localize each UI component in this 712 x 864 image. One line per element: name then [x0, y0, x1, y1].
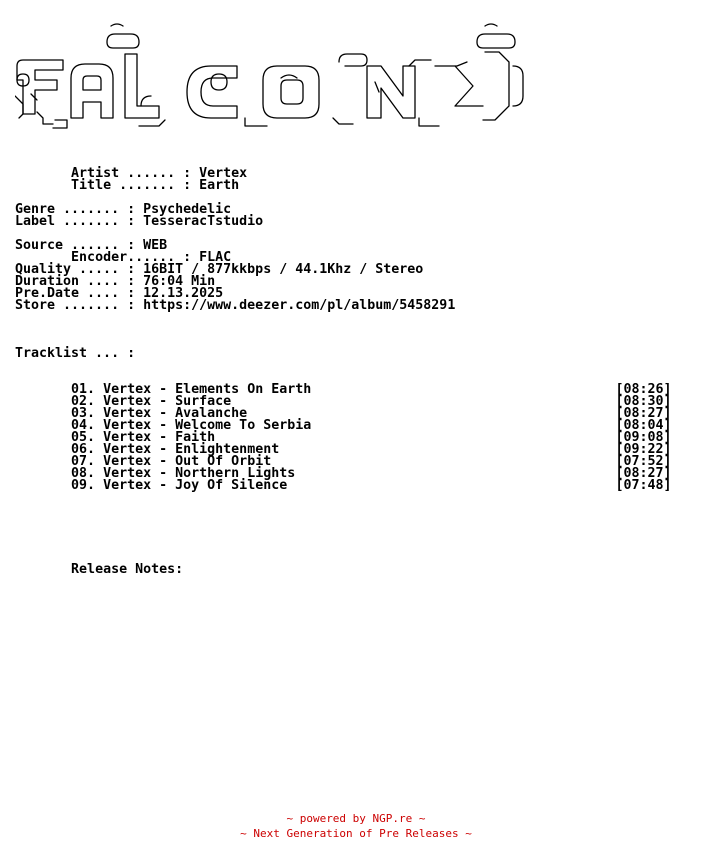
track-duration: [07:48]	[615, 478, 672, 493]
duration-key: Duration ....	[15, 274, 120, 289]
falcon-logo-icon	[15, 22, 545, 130]
title-value: Earth	[199, 178, 240, 193]
track-duration: [07:52]	[615, 454, 672, 469]
falcon-ascii-art-logo	[15, 22, 545, 130]
artist-key: Artist ......	[71, 166, 176, 181]
track-duration: [08:26]	[615, 382, 672, 397]
track-number: 06.	[71, 442, 96, 457]
track-number: 03.	[71, 406, 96, 421]
track-duration: [09:08]	[615, 430, 672, 445]
predate-row: Pre.Date .... : 12.13.2025	[15, 286, 224, 301]
track-duration: [08:27]	[615, 466, 672, 481]
track-number: 04.	[71, 418, 96, 433]
store-row: Store ....... : https://www.deezer.com/pl/album/5458291	[15, 298, 456, 313]
track-number: 08.	[71, 466, 96, 481]
encoder-key: Encoder......	[71, 250, 176, 265]
track-row	[15, 480, 672, 492]
track-number: 07.	[71, 454, 96, 469]
track-name: Vertex - Avalanche	[103, 406, 248, 421]
release-notes-row	[15, 564, 672, 576]
track-number: 09.	[71, 478, 96, 493]
tracklist-heading-row	[15, 348, 672, 360]
track-name: Vertex - Northern Lights	[103, 466, 296, 481]
predate-value: 12.13.2025	[143, 286, 224, 301]
track-name: Vertex - Welcome To Serbia	[103, 418, 312, 433]
track-name: Vertex - Out Of Orbit	[103, 454, 272, 469]
footer-powered-by[interactable]: ~ powered by NGP.re ~	[286, 812, 426, 825]
source-row: Source ...... : WEB	[15, 238, 168, 253]
tracklist-heading: Tracklist ... :	[15, 346, 136, 361]
genre-key: Genre .......	[15, 202, 120, 217]
track-number: 01.	[71, 382, 96, 397]
store-link[interactable]: https://www.deezer.com/pl/album/5458291	[143, 298, 456, 313]
nfo-body	[15, 168, 672, 576]
track-duration: [08:04]	[615, 418, 672, 433]
artist-row: Artist ...... : Vertex	[71, 166, 248, 181]
track-name: Vertex - Faith	[103, 430, 216, 445]
genre-value: Psychedelic	[143, 202, 232, 217]
track-duration: [08:30]	[615, 394, 672, 409]
footer-tagline: ~ Next Generation of Pre Releases ~	[240, 827, 472, 840]
track-duration: [08:27]	[615, 406, 672, 421]
label-key: Label .......	[15, 214, 120, 229]
title-key: Title .......	[71, 178, 176, 193]
source-value: WEB	[143, 238, 168, 253]
quality-row: Quality ..... : 16BIT / 877kkbps / 44.1Khz / Stereo	[15, 262, 424, 277]
genre-row: Genre ....... : Psychedelic	[15, 202, 232, 217]
source-key: Source ......	[15, 238, 120, 253]
track-number: 05.	[71, 430, 96, 445]
title-row: Title ....... : Earth	[71, 178, 240, 193]
duration-row: Duration .... : 76:04 Min	[15, 274, 216, 289]
duration-value: 76:04 Min	[143, 274, 216, 289]
predate-key: Pre.Date ....	[15, 286, 120, 301]
quality-key: Quality .....	[15, 262, 120, 277]
quality-value: 16BIT / 877kkbps / 44.1Khz / Stereo	[143, 262, 424, 277]
label-value: TesseracTstudio	[143, 214, 264, 229]
track-duration: [09:22]	[615, 442, 672, 457]
encoder-value: FLAC	[199, 250, 232, 265]
track-name: Vertex - Surface	[103, 394, 232, 409]
release-notes-heading: Release Notes:	[71, 562, 184, 577]
artist-value: Vertex	[199, 166, 248, 181]
label-row: Label ....... : TesseracTstudio	[15, 214, 264, 229]
store-key: Store .......	[15, 298, 120, 313]
encoder-row: Encoder...... : FLAC	[71, 250, 232, 265]
track-name: Vertex - Elements On Earth	[103, 382, 312, 397]
track-name: Vertex - Joy Of Silence	[103, 478, 288, 493]
track-number: 02.	[71, 394, 96, 409]
track-name: Vertex - Enlightenment	[103, 442, 280, 457]
